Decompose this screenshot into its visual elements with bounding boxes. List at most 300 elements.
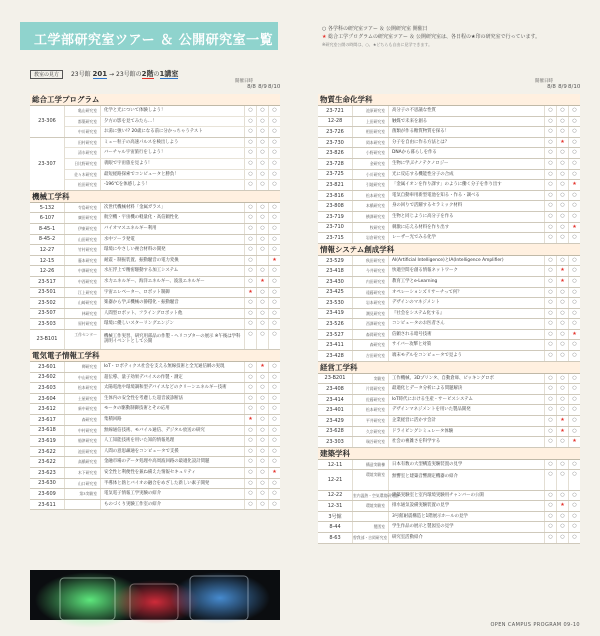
circle-mark: ○ [256, 415, 268, 425]
circle-mark: ○ [268, 203, 280, 213]
lab-topic: -196℃を体感しよう！ [104, 182, 150, 188]
circle-mark: ○ [556, 491, 568, 501]
circle-mark: ○ [556, 223, 568, 233]
table-row [65, 138, 280, 149]
lab-topic: 半導体と熱とバイオの融合をめざした新しい素子開発 [104, 480, 210, 486]
lab-name: 岩本研究室 [353, 298, 389, 308]
room-group [30, 106, 280, 138]
circle-mark: ○ [256, 383, 268, 393]
circle-mark: ○ [556, 117, 568, 127]
circle-mark: ○ [556, 159, 568, 169]
circle-mark: ○ [556, 233, 568, 243]
circle-mark: ○ [244, 330, 256, 349]
lab-topic: 水圧浮上で精密駆動する加工システム [104, 268, 179, 274]
lab-name: 松本研究室 [65, 383, 101, 393]
lab-topic: 快適空間を創る情報ネットワーク [392, 268, 458, 274]
legend-note: ※研究室公開の時間は、○、★どちらも自由に見学できます。 [322, 42, 433, 47]
table-row [65, 245, 280, 255]
lab-topic: 次世代機械材料「金属ガラス」 [104, 204, 166, 210]
room-number: 8-45-2 [30, 235, 65, 245]
circle-mark: ○ [244, 468, 256, 478]
date-2: 8/9 [258, 84, 267, 90]
room-group [30, 404, 280, 415]
room-group [318, 180, 580, 191]
room-group [318, 460, 580, 471]
lab-name: 岡本研究室 [353, 138, 389, 148]
room-entries [353, 117, 580, 127]
legend [322, 25, 540, 49]
room-group [318, 491, 580, 502]
room-number: 23-612 [30, 404, 65, 414]
date-2: 8/9 [558, 84, 567, 90]
circle-mark: ○ [556, 470, 568, 489]
circle-mark: ○ [568, 460, 580, 470]
circle-mark: ○ [568, 491, 580, 501]
circle-mark: ○ [544, 351, 556, 361]
table-row [353, 470, 580, 489]
circle-mark: ○ [568, 233, 580, 243]
room-number: 8-44 [318, 522, 353, 532]
star-mark: ★ [568, 180, 580, 190]
room-group [318, 266, 580, 277]
circle-mark: ○ [544, 319, 556, 329]
room-entries [353, 298, 580, 308]
circle-mark: ○ [268, 224, 280, 234]
room-entries [65, 500, 280, 510]
lab-name: 林研究室 [65, 309, 101, 319]
room-group [318, 395, 580, 406]
room-entries [353, 277, 580, 287]
circle-mark: ○ [556, 191, 568, 201]
lab-topic: 身の回りで活躍するセラミック材料 [392, 203, 463, 209]
left-column [30, 78, 280, 510]
lab-name: 松本研究室 [353, 405, 389, 415]
room-guide-room: 1講室 [159, 70, 179, 78]
room-group [30, 245, 280, 256]
lab-topic: 金融市場のデータ処理や高周波回路の最適化設計問題 [104, 459, 210, 465]
star-mark: ★ [568, 330, 580, 340]
room-number: 23-307 [30, 138, 65, 190]
room-number: 23-618 [30, 426, 65, 436]
lab-topic: 学生作品の展示と製図室の見学 [392, 524, 454, 530]
circle-mark: ○ [544, 266, 556, 276]
circle-mark: ○ [268, 457, 280, 467]
circle-mark: ○ [244, 457, 256, 467]
table-row [65, 426, 280, 436]
lab-name: 今井研究室 [353, 266, 389, 276]
room-group [318, 191, 580, 202]
circle-mark: ○ [556, 148, 568, 158]
room-entries [353, 330, 580, 340]
star-mark: ★ [568, 223, 580, 233]
room-group [30, 394, 280, 405]
table-row [65, 106, 280, 117]
table-row [65, 288, 280, 298]
circle-mark: ○ [544, 374, 556, 384]
room-group [318, 256, 580, 267]
lab-topic: 人工知能技術を用いた知的情報処理 [104, 438, 175, 444]
circle-mark: ○ [568, 191, 580, 201]
room-entries [65, 277, 280, 287]
circle-mark: ○ [268, 106, 280, 116]
room-entries [353, 180, 580, 190]
lab-name: 中西研究室 [65, 277, 101, 287]
circle-mark: ○ [268, 426, 280, 436]
circle-mark: ○ [256, 170, 268, 180]
room-number: 12-28 [318, 117, 353, 127]
room-entries [65, 309, 280, 319]
lab-name: 平井研究室 [353, 416, 389, 426]
room-group [318, 351, 580, 362]
lab-name: 輝研究室 [65, 362, 101, 372]
table-row [353, 374, 580, 384]
circle-mark: ○ [544, 405, 556, 415]
circle-mark: ○ [544, 180, 556, 190]
room-entries [65, 138, 280, 190]
date-1: 8/8 [247, 84, 256, 90]
room-number: 12-11 [318, 460, 353, 470]
circle-mark: ○ [244, 159, 256, 169]
room-number: 23-408 [318, 384, 353, 394]
circle-mark: ○ [568, 416, 580, 426]
room-number: 23-710 [318, 223, 353, 233]
table-row [353, 309, 580, 319]
lab-topic: 光に反応する機能性分子の合成 [392, 171, 454, 177]
room-entries [353, 201, 580, 211]
circle-mark: ○ [256, 180, 268, 190]
room-number: 12-31 [318, 501, 353, 511]
circle-mark: ○ [544, 148, 556, 158]
lab-topic: 宇宙エレベーター、ロボット制御 [104, 289, 170, 295]
circle-mark: ○ [544, 427, 556, 437]
room-entries [65, 245, 280, 255]
table-row [353, 288, 580, 298]
room-group [318, 330, 580, 341]
lab-name: 清水研究室 [65, 148, 101, 158]
circle-mark: ○ [256, 117, 268, 127]
legend-text-star: 総合工学プログラムの研究室ツアー ＆ 公開研究室は、各日程の★印の研究室で行っています。 [328, 34, 541, 40]
lab-name: 松田研究室 [65, 180, 101, 190]
room-group [318, 470, 580, 490]
room-number: 23-601 [30, 362, 65, 372]
room-number: 23-826 [318, 148, 353, 158]
room-entries [65, 447, 280, 457]
table-row [353, 233, 580, 243]
table-row [65, 127, 280, 137]
circle-mark: ○ [568, 288, 580, 298]
circle-mark: ○ [268, 298, 280, 308]
legend-mark-star: ★ [322, 34, 327, 40]
room-group [30, 383, 280, 394]
circle-mark: ○ [268, 362, 280, 372]
room-number: 23-414 [318, 395, 353, 405]
room-entries [65, 489, 280, 499]
table-row [65, 436, 280, 446]
lab-name: 日比野研究室 [65, 159, 101, 169]
lab-topic: モータの駆動制御技術とその応用 [104, 406, 170, 412]
room-number: 23-303 [318, 437, 353, 447]
lab-name: 池田研究室 [65, 447, 101, 457]
room-group [30, 447, 280, 458]
circle-mark: ○ [544, 384, 556, 394]
circle-mark: ○ [268, 127, 280, 137]
room-number: 23-617 [30, 415, 65, 425]
room-group [318, 277, 580, 288]
table-row [353, 384, 580, 394]
table-row [65, 277, 280, 287]
section-heading: 経営工学科 [318, 362, 580, 374]
circle-mark: ○ [268, 159, 280, 169]
room-number: 12-26 [30, 266, 65, 276]
circle-mark: ○ [544, 212, 556, 222]
lab-topic: 触媒で未来を創る [392, 118, 428, 124]
lab-topic: 水力エネルギー、海洋エネルギー、波浪エネルギー [104, 278, 205, 284]
table-row [65, 180, 280, 190]
table-row [65, 117, 280, 128]
room-number: 23-517 [30, 277, 65, 287]
room-number: 23-507 [30, 309, 65, 319]
star-mark: ★ [556, 416, 568, 426]
circle-mark: ○ [256, 330, 268, 349]
circle-mark: ○ [256, 266, 268, 276]
room-number: 23-721 [318, 106, 353, 116]
table-row [65, 298, 280, 308]
circle-mark: ○ [544, 512, 556, 522]
star-mark: ★ [568, 437, 580, 447]
room-group [30, 415, 280, 426]
circle-mark: ○ [244, 256, 256, 266]
table-row [65, 256, 280, 266]
circle-mark: ○ [568, 170, 580, 180]
table-row [353, 191, 580, 201]
lab-topic: バイオマスエネルギー利用 [104, 225, 157, 231]
lab-topic: 化学と光について体験しよう！ [104, 108, 166, 113]
circle-mark: ○ [268, 436, 280, 446]
room-number: 23-428 [318, 351, 353, 361]
room-number: 23-715 [318, 233, 353, 243]
legend-mark-circle: ○ [322, 26, 327, 32]
lab-name: 構造実験棟 [353, 460, 389, 470]
lab-topic: 刺激に応える材料を作り出す [392, 224, 450, 230]
lab-topic: サイバー攻撃と対策 [392, 342, 432, 348]
circle-mark: ○ [256, 436, 268, 446]
circle-mark: ○ [556, 180, 568, 190]
lab-name: 山崎研究室 [65, 298, 101, 308]
room-entries [353, 148, 580, 158]
lab-topic: 電気自動車用新型電池を知る・作る・調べる [392, 192, 480, 198]
circle-mark: ○ [244, 362, 256, 372]
table-row [353, 148, 580, 158]
table-row [65, 457, 280, 467]
room-entries [353, 491, 580, 501]
circle-mark: ○ [244, 203, 256, 213]
circle-mark: ○ [256, 373, 268, 383]
room-number: 23-730 [318, 138, 353, 148]
circle-mark: ○ [268, 277, 280, 287]
room-entries [353, 405, 580, 415]
room-group [30, 489, 280, 500]
room-entries [353, 159, 580, 169]
room-group [318, 512, 580, 523]
table-row [65, 489, 280, 499]
circle-mark: ○ [556, 374, 568, 384]
circle-mark: ○ [556, 405, 568, 415]
room-number: 23-726 [318, 127, 353, 137]
lab-topic: レーザー光でみる化学 [392, 235, 436, 241]
room-number: 23-430 [318, 277, 353, 287]
room-group [318, 159, 580, 170]
room-number: 23-418 [318, 266, 353, 276]
lab-topic: バーチャル宇宙旅行をしよう！ [104, 150, 166, 156]
room-group [30, 373, 280, 384]
lab-name: 第3実験室 [65, 489, 101, 499]
circle-mark: ○ [268, 180, 280, 190]
circle-mark: ○ [256, 127, 268, 137]
lab-topic: お湯に強い!? 20歳になる前に分かっちゃうテスト [104, 129, 203, 135]
circle-mark: ○ [556, 330, 568, 340]
circle-mark: ○ [544, 277, 556, 287]
section-heading: 電気電子情報工学科 [30, 350, 280, 362]
lab-topic: 無線通信技術、モバイル通信、デジタル放送の研究 [104, 427, 205, 433]
room-group [30, 457, 280, 468]
room-number: 12-22 [318, 491, 353, 501]
lab-name: 岩倉研究室 [353, 233, 389, 243]
circle-mark: ○ [256, 309, 268, 319]
date-1: 8/8 [547, 84, 556, 90]
room-number: 23-526 [318, 319, 353, 329]
room-number: 8-45-1 [30, 224, 65, 234]
circle-mark: ○ [556, 460, 568, 470]
room-guide-building: 23号館の [116, 71, 142, 78]
circle-mark: ○ [556, 351, 568, 361]
table-row [353, 460, 580, 470]
circle-mark: ○ [268, 170, 280, 180]
circle-mark: ○ [268, 235, 280, 245]
glowing-beakers-image [30, 570, 280, 620]
room-group [30, 330, 280, 350]
lab-topic: 環境に優しいスターリングエンジン [104, 321, 174, 327]
room-group [30, 256, 280, 267]
lab-name: 金研究室 [353, 159, 389, 169]
room-number: 23-306 [30, 106, 65, 137]
circle-mark: ○ [568, 351, 580, 361]
lab-topic: 企業経営に活かす会計 [392, 418, 436, 424]
circle-mark: ○ [556, 106, 568, 116]
circle-mark: ○ [556, 522, 568, 532]
circle-mark: ○ [268, 245, 280, 255]
legend-text-circle: 各学科の研究室ツアー ＆ 公開研究室 開催日 [327, 26, 428, 32]
room-entries [353, 309, 580, 319]
circle-mark: ○ [568, 159, 580, 169]
lab-topic: 太陽電池や環境調和型デバイスなどのクリーンエネルギー技術 [104, 385, 227, 391]
table-row [353, 533, 580, 543]
star-mark: ★ [556, 501, 568, 511]
circle-mark: ○ [568, 117, 580, 127]
room-entries [353, 266, 580, 276]
lab-topic: AI(Artificial Intelligence)とIA(Intelligence Amplifier) [392, 257, 504, 263]
lab-name: 環境実験室 [353, 501, 389, 511]
room-entries [353, 395, 580, 405]
lab-topic: 信頼される暗号技術 [392, 331, 432, 337]
room-group [30, 203, 280, 214]
lab-name: 亀山研究室 [65, 106, 101, 116]
circle-mark: ○ [568, 138, 580, 148]
room-entries [353, 233, 580, 243]
room-entries [353, 416, 580, 426]
room-number: 23-B201 [318, 374, 353, 384]
circle-mark: ○ [244, 277, 256, 287]
lab-topic: 楽器から学ぶ機械の静穏化・振動騒音 [104, 300, 179, 306]
circle-mark: ○ [244, 489, 256, 499]
lab-topic: DNAから暮らしを作る [392, 150, 437, 156]
page-title: 工学部研究室ツアー ＆ 公開研究室一覧 [34, 33, 274, 48]
room-group [318, 416, 580, 427]
table-row [65, 404, 280, 414]
lab-topic: 安全性と利便性を兼ね備えた情報セキュリティ [104, 470, 196, 475]
circle-mark: ○ [544, 288, 556, 298]
lab-name: 牧研究室 [353, 223, 389, 233]
table-row [353, 106, 580, 116]
star-mark: ★ [244, 415, 256, 425]
room-entries [65, 224, 280, 234]
room-entries [353, 533, 580, 543]
room-group [318, 533, 580, 544]
circle-mark: ○ [244, 309, 256, 319]
lab-topic: 義眼で宇宙旅を見よう！ [104, 160, 153, 166]
room-group [30, 235, 280, 246]
room-group [318, 384, 580, 395]
room-entries [353, 319, 580, 329]
table-row [353, 437, 580, 447]
table-row [65, 479, 280, 489]
lab-topic: 機械工作実習、研究用部品の作製・ヘリコプターの展示 ※午後は学科説明イベントとして公開 [104, 333, 241, 345]
room-group [318, 309, 580, 320]
room-group [318, 405, 580, 416]
lab-name: 原村研究室 [65, 319, 101, 329]
room-number: 12-27 [30, 245, 65, 255]
room-group [30, 266, 280, 277]
circle-mark: ○ [256, 500, 268, 510]
circle-mark: ○ [268, 213, 280, 223]
lab-name: 環境実験室 [353, 470, 389, 489]
room-entries [65, 479, 280, 489]
lab-topic: 端末モデルをコンピュータで見よう [392, 353, 463, 359]
lab-topic: 集積回路 [104, 417, 122, 423]
lab-topic: 最適化とデータ分析による問題解決 [392, 386, 463, 392]
room-group [318, 427, 580, 438]
room-number: 23-602 [30, 373, 65, 383]
table-row [65, 159, 280, 170]
room-entries [65, 383, 280, 393]
lab-name: 山口研究室 [65, 479, 101, 489]
room-number: 3号館 [318, 512, 353, 522]
circle-mark: ○ [256, 213, 268, 223]
lab-topic: 3号館耐震構造と1階展示ホールの見学 [392, 513, 468, 519]
room-entries [353, 138, 580, 148]
circle-mark: ○ [256, 426, 268, 436]
lab-name: 江上研究室 [65, 288, 101, 298]
room-number: 23-B101 [30, 330, 65, 349]
table-row [65, 500, 280, 510]
lab-topic: 人間型ロボット、フライングロボット他 [104, 310, 183, 316]
circle-mark: ○ [544, 522, 556, 532]
table-row [353, 298, 580, 308]
star-mark: ★ [556, 138, 568, 148]
room-guide-arrow: → [109, 71, 115, 78]
circle-mark: ○ [244, 298, 256, 308]
circle-mark: ○ [268, 117, 280, 127]
room-group [318, 138, 580, 149]
